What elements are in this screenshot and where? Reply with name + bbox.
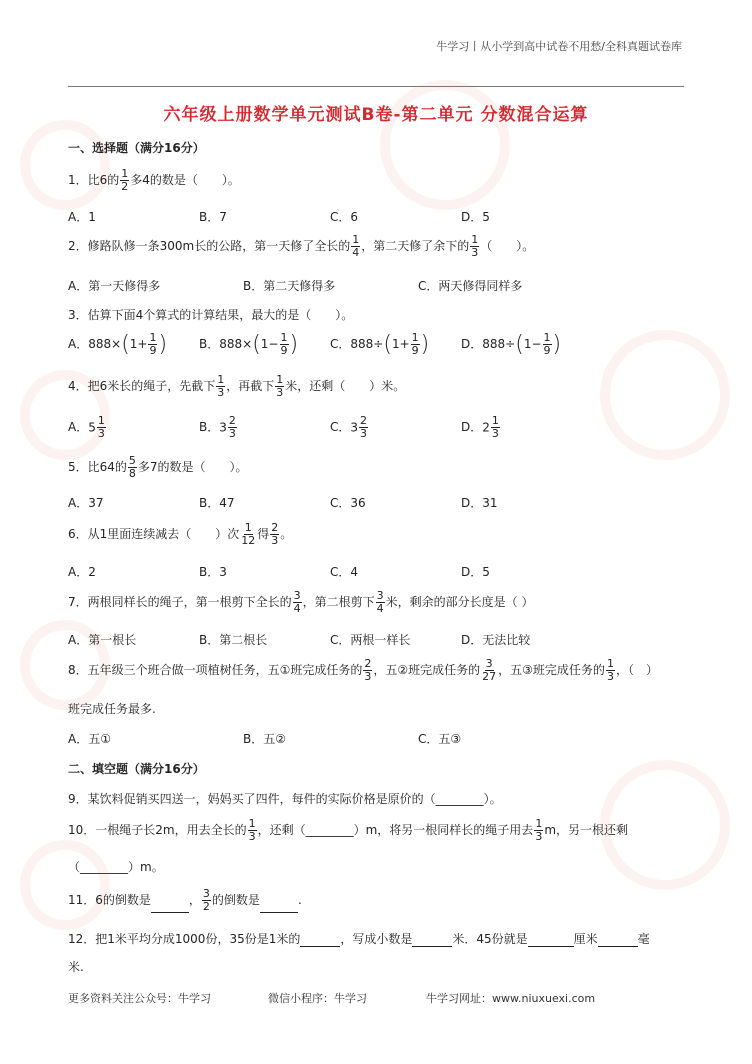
header-divider	[68, 86, 684, 87]
answer-blank[interactable]	[528, 946, 574, 947]
watermark-logo	[600, 330, 730, 460]
question-2: 2．修路队修一条300m长的公路，第一天修了全长的 $\frac{1}{4}$ ，第二天修了余下的 $\frac{1}{3}$ （ ）。	[68, 233, 535, 259]
q3-option-c[interactable]: C．888÷(1+ $\frac{1}{9}$ )	[330, 331, 430, 357]
q5-option-c[interactable]: C．36	[330, 496, 366, 510]
footer-wechat-account: 更多资料关注公众号：牛学习	[68, 992, 211, 1005]
q1-option-b[interactable]: B．7	[199, 210, 227, 224]
fraction: $\frac{1}{3}$	[606, 657, 614, 683]
q6-option-b[interactable]: B．3	[199, 565, 227, 579]
question-8-line2: 班完成任务最多.	[68, 702, 156, 716]
q3-option-d[interactable]: D．888÷(1− $\frac{1}{9}$ )	[461, 331, 562, 357]
question-5: 5．比64的 $\frac{5}{8}$ 多7的数是（ ）。	[68, 454, 248, 480]
q6-option-a[interactable]: A．2	[68, 565, 96, 579]
fraction: $\frac{2}{3}$	[364, 657, 372, 683]
fraction: $\frac{1}{4}$	[352, 233, 360, 259]
fraction: $\frac{2}{3}$	[228, 414, 236, 440]
question-9: 9．某饮料促销买四送一，妈妈买了四件，每件的实际价格是原价的（________）。	[68, 792, 502, 806]
q6-option-c[interactable]: C．4	[330, 565, 359, 579]
fraction: $\frac{2}{3}$	[271, 521, 279, 547]
fraction: $\frac{1}{3}$	[97, 414, 105, 440]
question-12: 12．把1米平均分成1000份，35份是1米的 ，写成小数是 米．45份就是 厘米 毫	[68, 932, 650, 946]
q4-option-c[interactable]: C．3 $\frac{2}{3}$	[330, 414, 368, 440]
question-6: 6．从1里面连续减去（ ）次 $\frac{1}{12}$ 得 $\frac{2}{3}$ 。	[68, 521, 293, 547]
question-1: 1．比6的 $\frac{1}{2}$ 多4的数是（ ）。	[68, 167, 240, 193]
question-3: 3．估算下面4个算式的计算结果，最大的是（ ）。	[68, 308, 354, 322]
q8-option-b[interactable]: B．五②	[243, 732, 286, 746]
question-4: 4．把6米长的绳子，先截下 $\frac{1}{3}$ ，再截下 $\frac{1}{3}$ 米，还剩（ ）米。	[68, 373, 406, 399]
fraction: $\frac{3}{4}$	[293, 589, 301, 615]
section-heading-choice: 一、选择题（满分16分）	[68, 141, 205, 155]
fraction: $\frac{3}{4}$	[376, 589, 384, 615]
section-heading-fill: 二、填空题（满分16分）	[68, 762, 205, 776]
question-11: 11．6的倒数是 ， $\frac{3}{2}$ 的倒数是 .	[68, 887, 302, 913]
question-7: 7．两根同样长的绳子，第一根剪下全长的 $\frac{3}{4}$ ，第二根剪下 $\frac{3}{4}$ 米，剩余的部分长度是（ ）	[68, 589, 534, 615]
q7-option-c[interactable]: C．两根一样长	[330, 633, 411, 647]
fraction: $\frac{1}{3}$	[248, 817, 256, 843]
footer-website[interactable]: 牛学习网址：www.niuxuexi.com	[426, 992, 596, 1005]
fraction: $\frac{5}{8}$	[128, 454, 136, 480]
answer-blank[interactable]	[260, 912, 298, 913]
fraction: $\frac{2}{3}$	[360, 414, 368, 440]
answer-blank[interactable]	[151, 912, 189, 913]
q3-option-a[interactable]: A．888×(1+ $\frac{1}{9}$ )	[68, 331, 168, 357]
fraction: $\frac{3}{27}$	[482, 657, 497, 683]
q3-option-b[interactable]: B．888×(1− $\frac{1}{9}$ )	[199, 331, 299, 357]
q7-option-a[interactable]: A．第一根长	[68, 633, 137, 647]
question-10: 10．一根绳子长2m，用去全长的 $\frac{1}{3}$ ，还剩（________）m，将另一根同样长的绳子用去 $\frac{1}{3}$ m，另一根还剩	[68, 817, 629, 843]
q8-option-a[interactable]: A．五①	[68, 732, 111, 746]
q5-option-a[interactable]: A．37	[68, 496, 104, 510]
q2-option-b[interactable]: B．第二天修得多	[243, 279, 336, 293]
q4-option-a[interactable]: A．5 $\frac{1}{3}$	[68, 414, 105, 440]
fraction: $\frac{1}{3}$	[535, 817, 543, 843]
q2-option-a[interactable]: A．第一天修得多	[68, 279, 161, 293]
fraction: $\frac{3}{2}$	[202, 887, 210, 913]
fraction: $\frac{1}{9}$	[149, 331, 157, 357]
q7-option-d[interactable]: D．无法比较	[461, 633, 531, 647]
fraction: $\frac{1}{3}$	[491, 414, 499, 440]
q4-option-d[interactable]: D．2 $\frac{1}{3}$	[461, 414, 499, 440]
fraction: $\frac{1}{3}$	[276, 373, 284, 399]
q6-option-d[interactable]: D．5	[461, 565, 490, 579]
q7-option-b[interactable]: B．第二根长	[199, 633, 268, 647]
q1-option-a[interactable]: A．1	[68, 210, 96, 224]
q2-option-c[interactable]: C．两天修得同样多	[418, 279, 523, 293]
answer-blank[interactable]	[412, 946, 452, 947]
fraction: $\frac{1}{9}$	[543, 331, 551, 357]
fraction: $\frac{1}{9}$	[280, 331, 288, 357]
question-10-line2: （________）m。	[68, 860, 164, 874]
fraction: $\frac{1}{2}$	[121, 167, 129, 193]
q5-option-d[interactable]: D．31	[461, 496, 498, 510]
fraction: $\frac{1}{3}$	[471, 233, 479, 259]
q1-option-c[interactable]: C．6	[330, 210, 359, 224]
answer-blank[interactable]	[300, 946, 340, 947]
question-8: 8．五年级三个班合做一项植树任务，五①班完成任务的 $\frac{2}{3}$ ，五②班完成任务的 $\frac{3}{27}$ ，五③班完成任务的 $\frac{1}{3}$ ，（ ）	[68, 657, 658, 683]
question-12-line2: 米.	[68, 960, 84, 974]
watermark-logo	[20, 120, 110, 210]
answer-blank[interactable]	[598, 946, 638, 947]
fraction: $\frac{1}{3}$	[217, 373, 225, 399]
header-slogan: 牛学习丨从小学到高中试卷不用愁/全科真题试卷库	[436, 40, 682, 53]
watermark-logo	[20, 840, 110, 930]
fraction: $\frac{1}{12}$	[241, 521, 256, 547]
q5-option-b[interactable]: B．47	[199, 496, 235, 510]
fraction: $\frac{1}{9}$	[411, 331, 419, 357]
q1-option-d[interactable]: D．5	[461, 210, 490, 224]
q8-option-c[interactable]: C．五③	[418, 732, 462, 746]
page-title: 六年级上册数学单元测试B卷-第二单元 分数混合运算	[163, 105, 589, 125]
footer-mini-program: 微信小程序：牛学习	[268, 992, 367, 1005]
q4-option-b[interactable]: B．3 $\frac{2}{3}$	[199, 414, 236, 440]
